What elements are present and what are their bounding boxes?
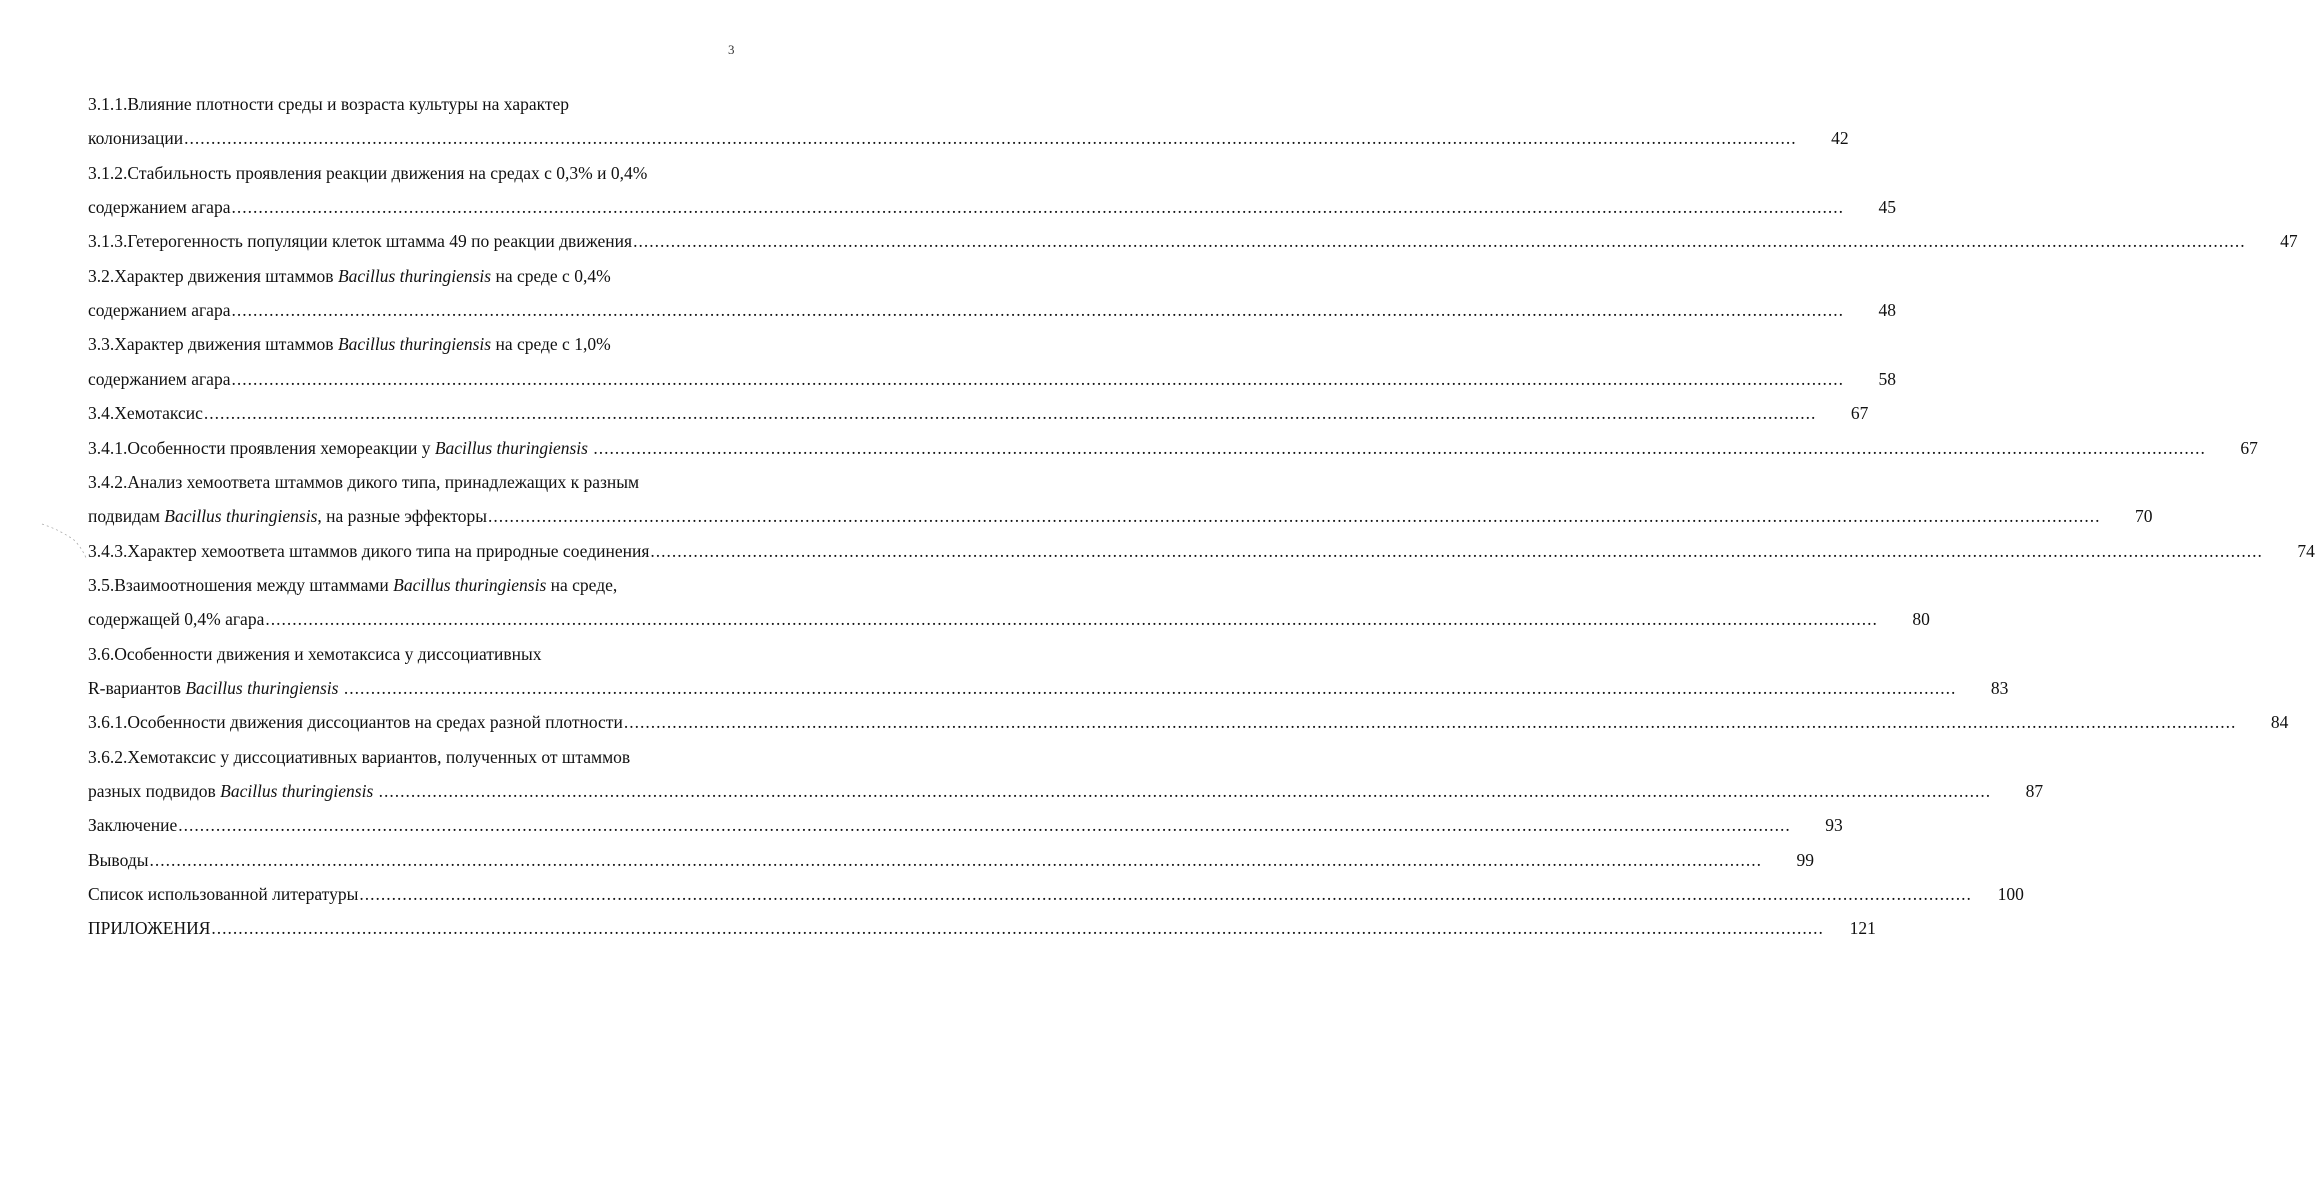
toc-line [88, 779, 2044, 803]
toc-species-name: Bacillus thuringiensis [393, 574, 547, 595]
toc-leader-dots: ............................................................................................................................................................................................................................................................................................................ [265, 609, 1878, 630]
toc-line [88, 92, 752, 116]
toc-leader-dots: ............................................................................................................................................................................................................................................................................................................ [149, 849, 1762, 870]
toc-page-number: 58 [1878, 368, 1896, 389]
toc-species-name: Bacillus thuringiensis [337, 334, 492, 355]
toc-page-number: 45 [1878, 197, 1896, 218]
toc-page-number: 42 [1831, 128, 1849, 149]
toc-line-text [88, 779, 378, 803]
toc-leader-dots: ............................................................................................................................................................................................................................................................................................................ [623, 712, 2237, 733]
toc-line-text: 3.6.2.Хемотаксис у диссоциативных вариантов, полученных от штаммов [88, 746, 631, 767]
toc-line-text: Список использованной литературы [88, 884, 359, 905]
toc-line [88, 573, 752, 597]
page-number: 3 [728, 42, 735, 57]
toc-line-text [88, 573, 617, 597]
toc-text-part [338, 678, 342, 698]
toc-line [88, 401, 1869, 425]
toc-page-number: 83 [1990, 677, 2009, 698]
toc-line-text: 3.1.3.Гетерогенность популяции клеток штамма 49 по реакции движения [88, 231, 633, 252]
toc-line-text [88, 676, 343, 700]
toc-species-name: Bacillus thuringiensis [164, 506, 318, 527]
toc-text-part [373, 781, 377, 801]
toc-line [88, 607, 1930, 631]
toc-line [88, 676, 2009, 700]
toc-page-number: 48 [1878, 300, 1896, 321]
toc-text-part: 3.2.Характер движения штаммов [88, 265, 338, 286]
toc-species-name: Bacillus thuringiensis [185, 677, 339, 698]
toc-species-name: Bacillus thuringiensis [220, 781, 374, 801]
toc-line [88, 195, 1896, 219]
toc-line [88, 161, 752, 185]
toc-line [88, 745, 752, 769]
toc-line-text: Заключение [88, 815, 178, 836]
toc-page-number: 67 [1850, 403, 1869, 424]
toc-page-number: 100 [1997, 884, 2024, 905]
toc-text-part: на среде с 1,0% [491, 334, 611, 355]
toc-line-text: 3.1.1.Влияние плотности среды и возраста культуры на характер [88, 94, 570, 114]
toc-text-part: на среде с 0,4% [491, 265, 611, 286]
toc-line [88, 642, 752, 666]
toc-leader-dots: ............................................................................................................................................................................................................................................................................................................ [178, 815, 1791, 836]
toc-page-number: 84 [2270, 712, 2289, 733]
toc-line-text: 3.1.2.Стабильность проявления реакции движения на средах с 0,3% и 0,4% [88, 162, 648, 183]
toc-line [88, 916, 1876, 940]
toc-line-text [88, 264, 611, 288]
toc-line-text: 3.4.2.Анализ хемоответа штаммов дикого типа, принадлежащих к разным [88, 471, 640, 492]
toc-page-number: 121 [1849, 918, 1876, 939]
toc-text-part: разных подвидов [88, 781, 221, 801]
toc-line [88, 436, 2258, 460]
toc-leader-dots: ............................................................................................................................................................................................................................................................................................................ [231, 300, 1844, 321]
toc-page-number: 67 [2240, 437, 2258, 458]
toc-page-number: 87 [2025, 781, 2044, 801]
toc-leader-dots: ............................................................................................................................................................................................................................................................................................................ [231, 197, 1844, 218]
toc-line-text: 3.6.Особенности движения и хемотаксиса у диссоциативных [88, 643, 542, 664]
toc-line-text: Выводы [88, 849, 149, 870]
toc-species-name: Bacillus thuringiensis [337, 265, 492, 286]
toc-leader-dots: ............................................................................................................................................................................................................................................................................................................ [359, 884, 1972, 905]
toc-leader-dots: ............................................................................................................................................................................................................................................................................................................ [650, 540, 2263, 561]
toc-species-name: Bacillus thuringiensis [434, 437, 588, 458]
toc-line [88, 470, 752, 494]
toc-text-part: 3.3.Характер движения штаммов [88, 334, 338, 355]
toc-text-part: 3.5.Взаимоотношения между штаммами [88, 574, 394, 595]
toc-line-text: колонизации [88, 128, 184, 149]
toc-leader-dots: ............................................................................................................................................................................................................................................................................................................ [184, 128, 1797, 149]
toc-page-number: 74 [2297, 540, 2315, 561]
toc-line-text: 3.4.Хемотаксис [88, 403, 203, 424]
toc-leader-dots: ............................................................................................................................................................................................................................................................................................................ [633, 231, 2246, 252]
toc-line-text [88, 436, 592, 460]
toc-page-number: 47 [2280, 231, 2298, 252]
toc-line-text [88, 504, 487, 528]
toc-text-part: 3.4.1.Особенности проявления хемореакции у [88, 437, 435, 458]
toc-page-number: 93 [1825, 815, 1843, 836]
toc-line [88, 367, 1896, 391]
toc-text-part: подвидам [88, 506, 165, 527]
toc-line [88, 539, 2315, 563]
toc-line-text [88, 332, 611, 356]
toc-page-number: 99 [1796, 849, 1814, 870]
toc-line-text: 3.4.3.Характер хемоответа штаммов дикого типа на природные соединения [88, 540, 650, 561]
toc-leader-dots: ............................................................................................................................................................................................................................................................................................................ [343, 677, 1957, 698]
toc-leader-dots: ............................................................................................................................................................................................................................................................................................................ [593, 437, 2206, 458]
toc-line-text: содержащей 0,4% агара [88, 609, 265, 630]
toc-line [88, 332, 752, 356]
toc-line [88, 813, 1843, 837]
toc-line [88, 229, 2298, 253]
toc-leader-dots: ............................................................................................................................................................................................................................................................................................................ [488, 506, 2101, 527]
toc-line-text: содержанием агара [88, 197, 231, 218]
toc-line-text: содержанием агара [88, 300, 231, 321]
toc-line [88, 298, 1896, 322]
toc-line-text: 3.6.1.Особенности движения диссоциантов на средах разной плотности [88, 712, 623, 733]
toc-line-text: ПРИЛОЖЕНИЯ [88, 918, 211, 939]
toc-leader-dots: ............................................................................................................................................................................................................................................................................................................ [211, 918, 1824, 939]
toc-line [88, 710, 2289, 734]
toc-line [88, 264, 752, 288]
toc-line [88, 126, 1849, 150]
toc-page-number: 70 [2135, 506, 2153, 527]
toc-line [88, 848, 1814, 872]
toc-line [88, 504, 2153, 528]
toc-line-text: содержанием агара [88, 368, 231, 389]
toc-text-part [588, 438, 592, 458]
toc-text-part: R-вариантов [88, 677, 186, 698]
toc-leader-dots: ............................................................................................................................................................................................................................................................................................................ [231, 368, 1844, 389]
toc-page-number: 80 [1912, 609, 1930, 630]
toc-leader-dots: ............................................................................................................................................................................................................................................................................................................ [203, 403, 1817, 424]
toc-leader-dots: ............................................................................................................................................................................................................................................................................................................ [378, 781, 1992, 801]
toc-line [88, 882, 2024, 906]
toc-text-part: , на разные эффекторы [317, 506, 488, 527]
scan-mark [40, 522, 90, 562]
toc-text-part: на среде, [546, 574, 618, 595]
